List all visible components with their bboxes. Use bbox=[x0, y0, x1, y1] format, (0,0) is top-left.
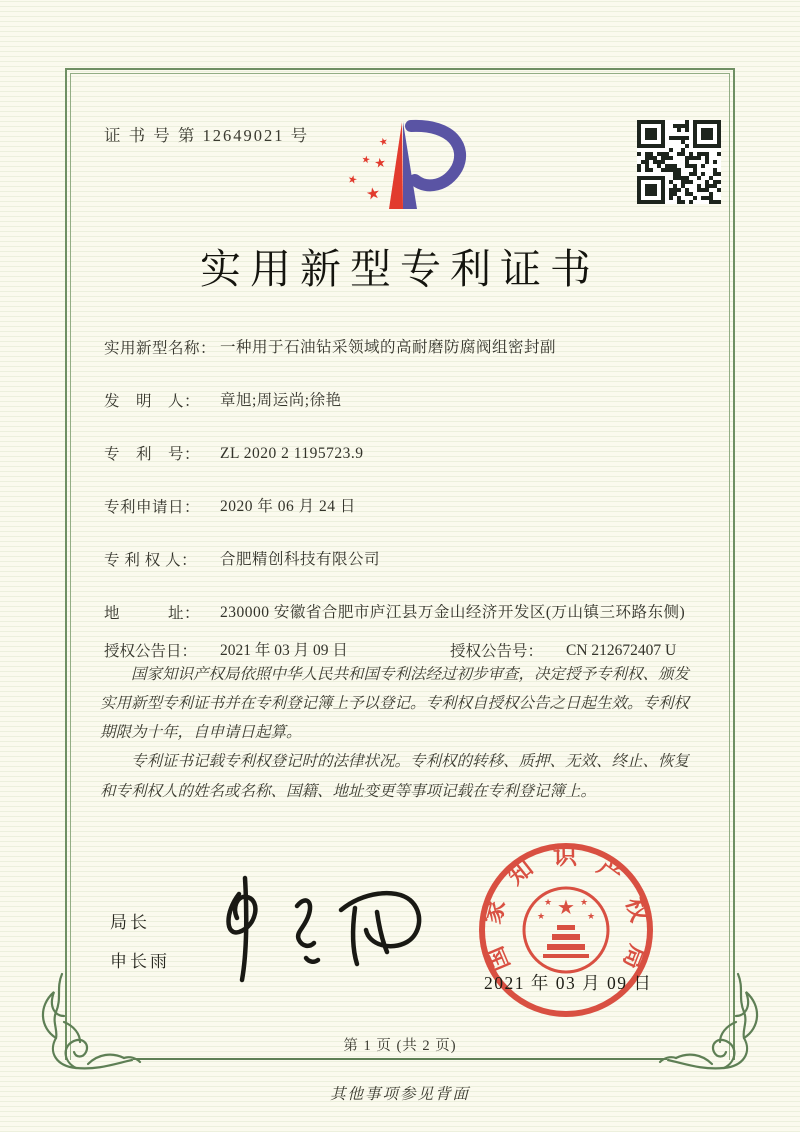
field-value: ZL 2020 2 1195723.9 bbox=[220, 445, 364, 463]
svg-text:★: ★ bbox=[364, 184, 382, 204]
svg-text:★: ★ bbox=[536, 911, 546, 921]
field-label: 专 利 权 人： bbox=[104, 552, 198, 570]
page-number: 第 1 页 (共 2 页) bbox=[343, 1038, 457, 1054]
grant-number-label: 授权公告号： bbox=[450, 643, 544, 661]
cnipa-logo-icon bbox=[333, 108, 473, 228]
bottom-ornament-line bbox=[133, 1058, 667, 1060]
field-row-name bbox=[104, 336, 704, 360]
field-value: 2020 年 06 月 24 日 bbox=[220, 498, 356, 516]
field-label: 发 明 人： bbox=[104, 393, 201, 411]
field-row-address bbox=[104, 601, 704, 625]
legal-paragraph: 专利证书记载专利权登记时的法律状况。专利权的转移、质押、无效、终止、恢复和专利权人的姓名或名称、国籍、地址变更等事项记载在专利登记簿上。 bbox=[100, 753, 690, 800]
certificate-number: 证 书 号 第 12649021 号 bbox=[104, 126, 310, 145]
field-label: 专利申请日： bbox=[104, 499, 201, 517]
field-label: 专 利 号： bbox=[104, 446, 201, 464]
national-emblem-icon bbox=[524, 888, 608, 972]
officer-block bbox=[110, 908, 170, 986]
patent-info-fields bbox=[104, 336, 704, 663]
svg-text:★: ★ bbox=[543, 897, 553, 907]
grant-number-value: CN 212672407 U bbox=[566, 642, 677, 660]
officer-name: 申长雨 bbox=[110, 952, 170, 971]
cnipa-seal-icon bbox=[471, 835, 661, 1025]
svg-text:★: ★ bbox=[579, 897, 589, 907]
svg-text:★: ★ bbox=[360, 154, 372, 167]
field-value: 合肥精创科技有限公司 bbox=[220, 551, 381, 569]
back-note: 其他事项参见背面 bbox=[329, 1086, 470, 1103]
officer-title: 局长 bbox=[110, 913, 150, 932]
svg-text:★: ★ bbox=[346, 173, 359, 187]
field-row-filing-date bbox=[104, 495, 704, 519]
field-label: 地 址： bbox=[104, 605, 201, 623]
grant-date-label: 授权公告日： bbox=[104, 643, 198, 661]
svg-text:★: ★ bbox=[557, 897, 575, 919]
corner-flourish-icon bbox=[28, 972, 146, 1076]
svg-text:★: ★ bbox=[373, 154, 387, 171]
svg-text:★: ★ bbox=[586, 911, 596, 921]
field-value: 230000 安徽省合肥市庐江县万金山经济开发区(万山镇三环路东侧) bbox=[220, 604, 686, 622]
seal-text: 国家知识产权局 bbox=[479, 843, 652, 975]
legal-text bbox=[100, 660, 702, 806]
field-value: 章旭;周运尚;徐艳 bbox=[220, 392, 342, 410]
field-value: 一种用于石油钻采领域的高耐磨防腐阀组密封副 bbox=[220, 339, 557, 356]
legal-paragraph: 国家知识产权局依照中华人民共和国专利法经过初步审查，决定授予专利权、颁发实用新型专利证书并在专利登记簿上予以登记。专利权自授权公告之日起生效。专利权期限为十年，自申请日起算。 bbox=[100, 666, 690, 742]
grant-date-value: 2021 年 03 月 09 日 bbox=[220, 642, 348, 660]
seal-date: 2021 年 03 月 09 日 bbox=[484, 973, 653, 993]
field-row-patent-number bbox=[104, 442, 704, 466]
certificate-title: 实用新型专利证书 bbox=[200, 246, 600, 292]
qr-code bbox=[637, 120, 721, 204]
field-label: 实用新型名称： bbox=[104, 340, 217, 357]
field-row-patentee bbox=[104, 548, 704, 572]
field-row-inventors bbox=[104, 389, 704, 413]
corner-flourish-icon bbox=[654, 972, 772, 1076]
svg-text:★: ★ bbox=[377, 135, 390, 149]
signature-icon bbox=[205, 872, 435, 987]
